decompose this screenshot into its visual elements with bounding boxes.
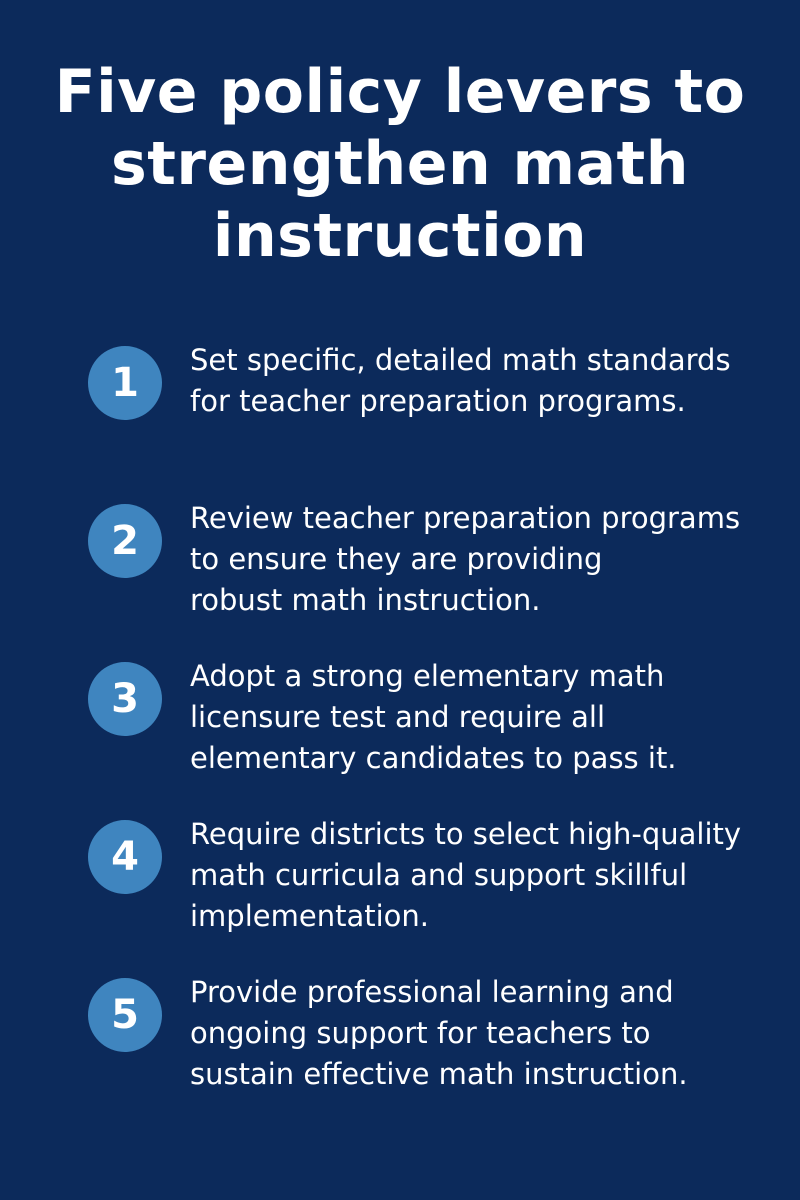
list-item-lever-1	[0, 338, 800, 496]
list-item-lever-4	[0, 812, 800, 970]
lever-description: Require districts to select high-quality math curricula and support skillful implementation.	[190, 817, 742, 933]
list-item-lever-2	[0, 496, 800, 654]
lever-number-badge: 1	[88, 346, 162, 420]
lever-description: Adopt a strong elementary math licensure test and require all elementary candidates to pass it.	[190, 659, 677, 775]
list-item-lever-3	[0, 654, 800, 812]
lever-number-badge: 4	[88, 820, 162, 894]
list-item-lever-5	[0, 970, 800, 1128]
lever-number-badge: 5	[88, 978, 162, 1052]
lever-number-badge: 3	[88, 662, 162, 736]
lever-description: Review teacher preparation programs to ensure they are providing robust math instruction.	[190, 501, 741, 617]
lever-number-badge: 2	[88, 504, 162, 578]
page-title: Five policy levers to strengthen math instruction	[54, 57, 746, 271]
policy-levers-list	[0, 338, 800, 1128]
lever-description: Provide professional learning and ongoing support for teachers to sustain effective math instruction.	[190, 975, 688, 1091]
lever-description: Set specific, detailed math standards for teacher preparation programs.	[190, 343, 731, 418]
